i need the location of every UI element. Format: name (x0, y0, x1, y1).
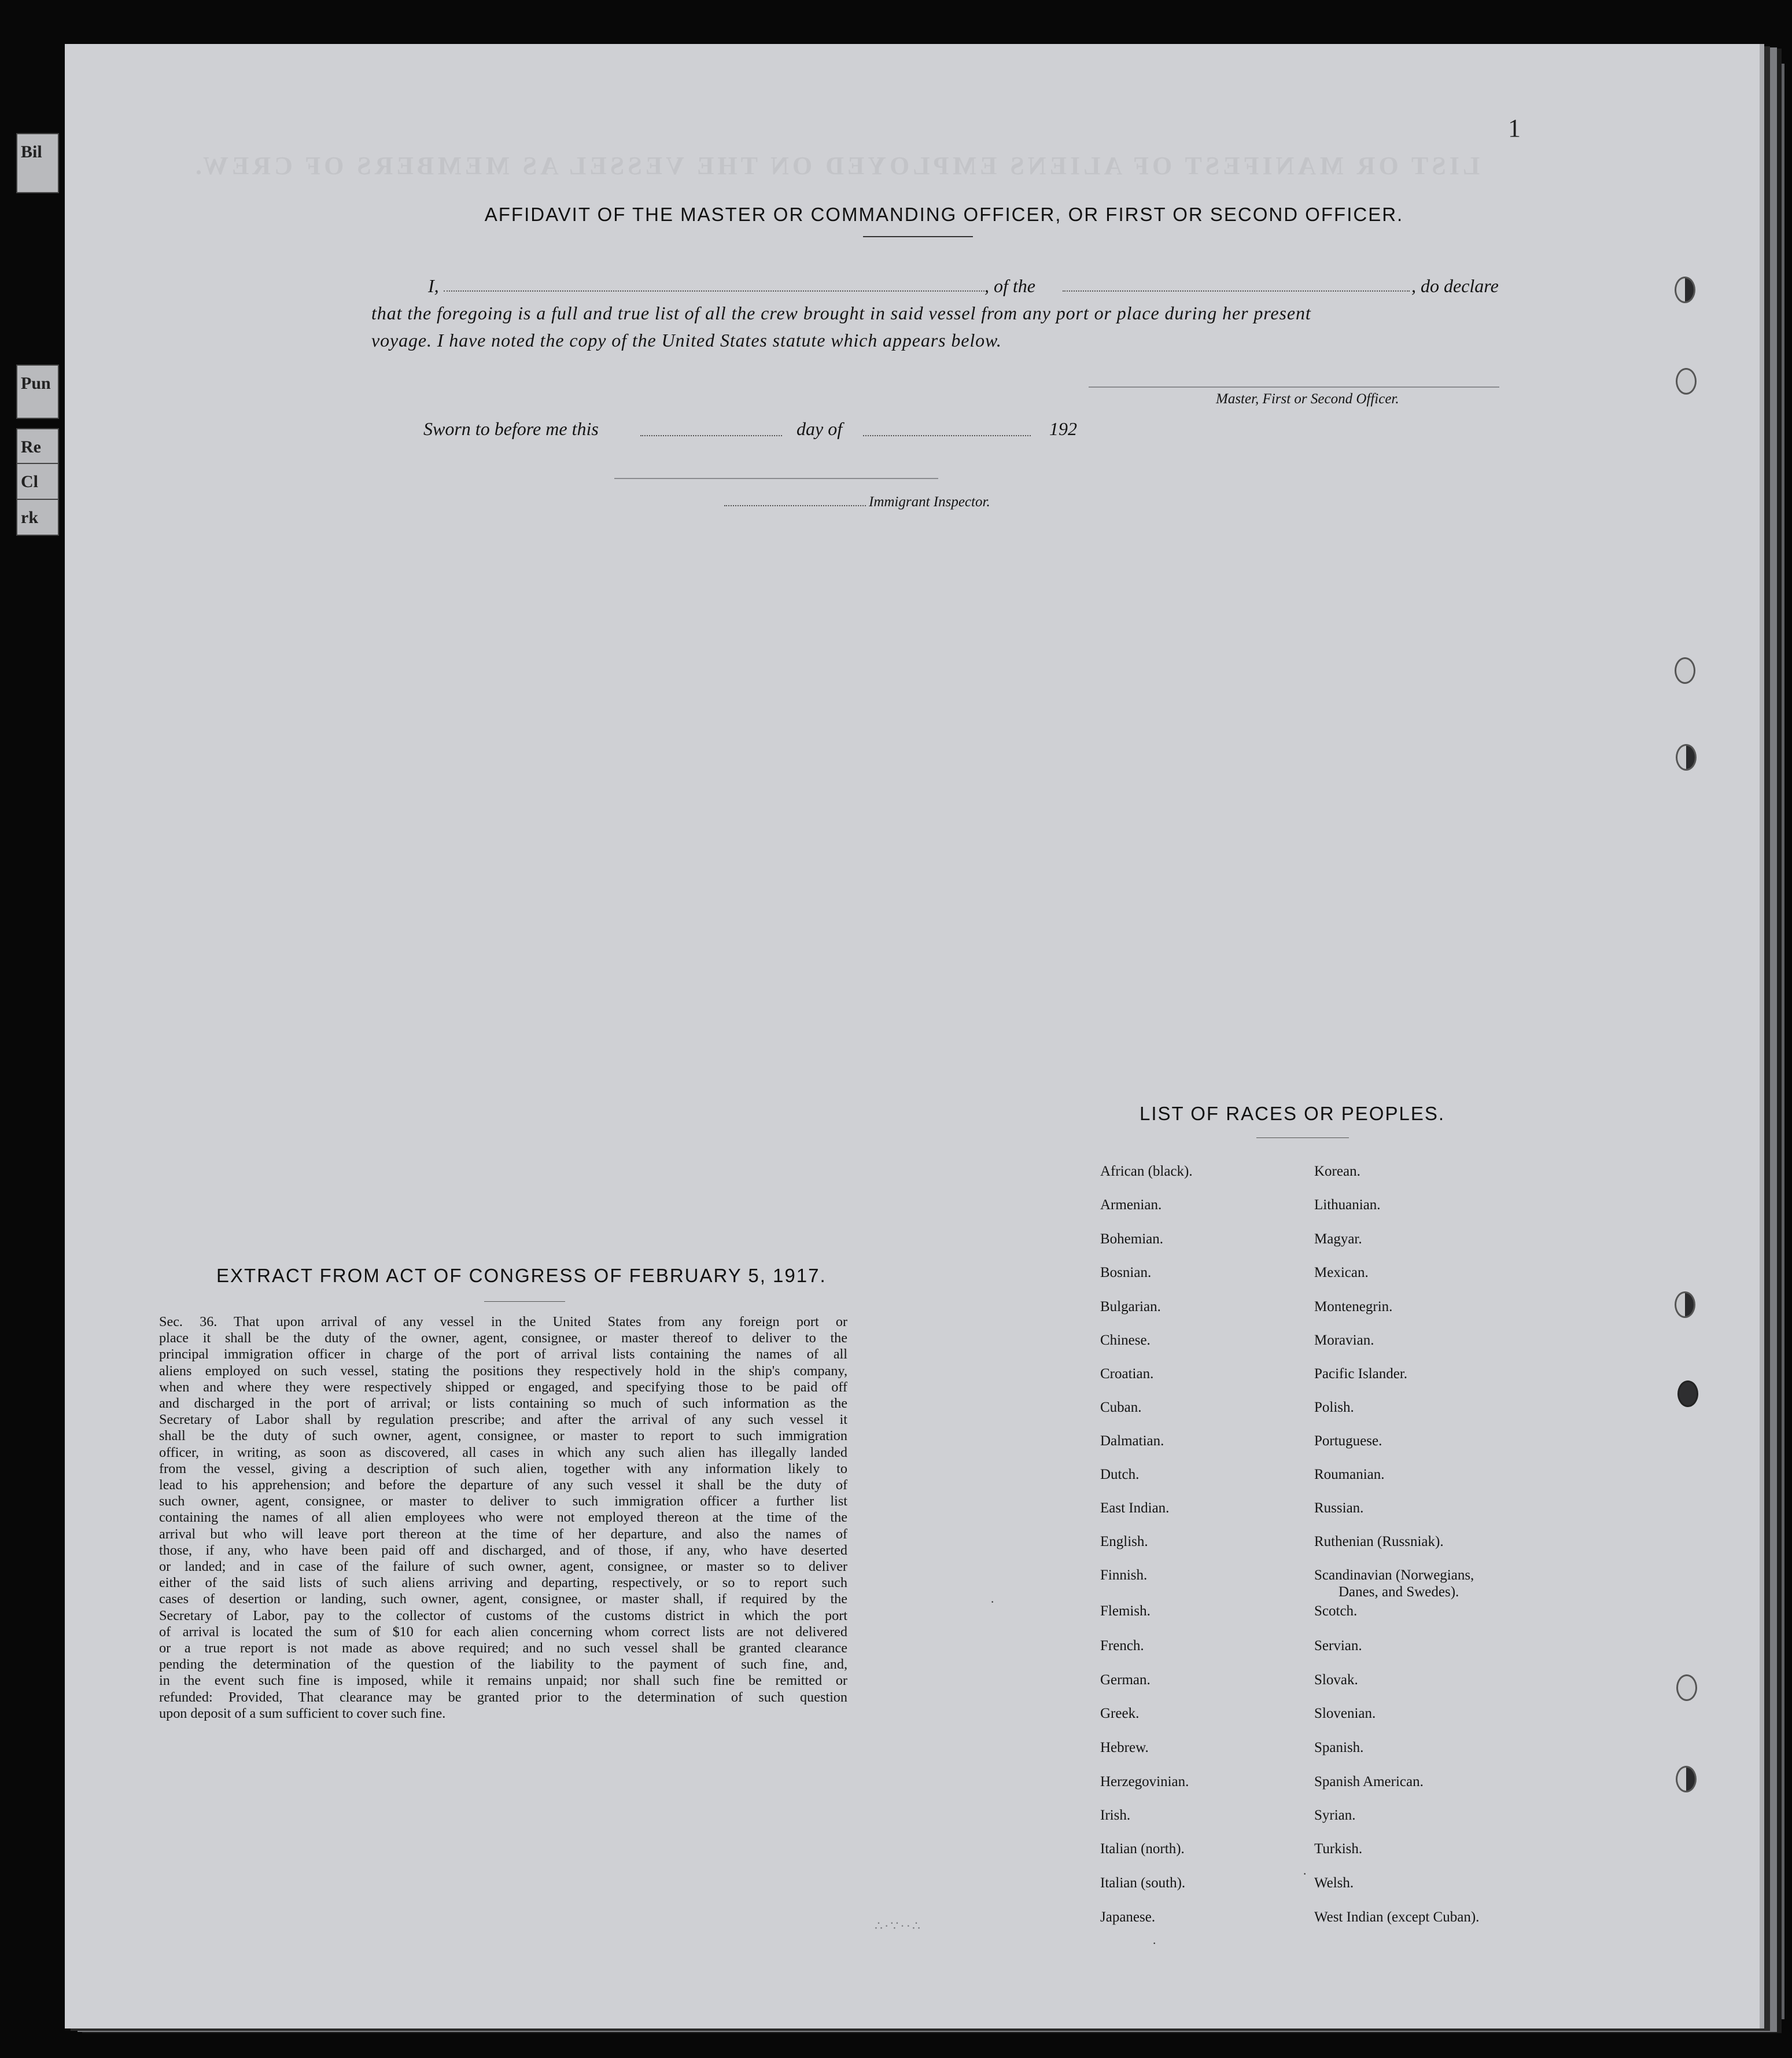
race-item: Portuguese. (1314, 1433, 1382, 1449)
race-item: Spanish. (1314, 1740, 1364, 1755)
race-item: Croatian. (1100, 1366, 1154, 1382)
bleed-through-text: LIST OR MANIFEST OF ALIENS EMPLOYED ON THE VESSEL AS MEMBERS OF CREW. (192, 152, 1480, 180)
punch-hole-icon (1676, 368, 1697, 395)
sworn-prefix: Sworn to before me this (423, 418, 599, 439)
extract-line: from the vessel, giving a description of such alien, together with any information likely to (159, 1460, 847, 1477)
race-item: Mexican. (1314, 1265, 1369, 1280)
punch-hole-icon (1676, 744, 1697, 771)
race-item: Finnish. (1100, 1567, 1148, 1583)
race-item: West Indian (except Cuban). (1314, 1909, 1480, 1925)
race-item: Polish. (1314, 1400, 1354, 1415)
race-item: Italian (north). (1100, 1841, 1185, 1857)
extract-line: or a true report is not made as above required; and no such vessel shall be granted clearance (159, 1640, 847, 1656)
ink-speck-icon: · (990, 1595, 995, 1609)
margin-scrap-3 (16, 428, 59, 465)
race-item: Italian (south). (1100, 1875, 1186, 1891)
extract-line: and discharged in the port of arrival; or lists containing so much of such information as the (159, 1396, 847, 1412)
extract-title-rule (484, 1301, 565, 1302)
race-item: Scandinavian (Norwegians, (1314, 1567, 1474, 1583)
race-item: Danes, and Swedes). (1339, 1584, 1459, 1600)
extract-line: place it shall be the duty of the owner, agent, consignee, or master thereof to deliver to the (159, 1330, 847, 1346)
race-item: Roumanian. (1314, 1467, 1385, 1482)
race-item: Herzegovinian. (1100, 1774, 1189, 1790)
extract-title: EXTRACT FROM ACT OF CONGRESS OF FEBRUARY 5, 1917. (216, 1265, 827, 1286)
race-item: Scotch. (1314, 1603, 1358, 1619)
sworn-month-blank (863, 435, 1031, 436)
race-item: Slovak. (1314, 1672, 1358, 1688)
vessel-blank-line (1063, 290, 1410, 292)
extract-line: those, if any, who have been paid off and discharged, and of those, if any, who have deserted (159, 1542, 847, 1558)
race-item: French. (1100, 1638, 1144, 1654)
race-item: German. (1100, 1672, 1151, 1688)
race-item: Korean. (1314, 1164, 1360, 1179)
punch-hole-icon (1675, 657, 1695, 684)
extract-line: such owner, agent, consignee, or master to deliver to such immigration officer a further list (159, 1493, 847, 1510)
extract-line: officer, in writing, as soon as discovered, all cases in which any such alien has illegally landed (159, 1444, 847, 1460)
race-item: Slovenian. (1314, 1706, 1376, 1721)
affidavit-of-the: , of the (985, 275, 1035, 296)
extract-line: upon deposit of a sum sufficient to cover such fine. (159, 1705, 446, 1721)
races-title-rule (1256, 1137, 1349, 1138)
extract-line: principal immigration officer in charge of the port of arrival lists containing the names of all (159, 1346, 847, 1363)
race-item: Magyar. (1314, 1231, 1362, 1247)
margin-scrap-label: Pun (21, 374, 51, 393)
extract-line: in the event such fine is imposed, while it remains unpaid; nor shall such fine be remitted or (159, 1673, 847, 1689)
sworn-day-of: day of (797, 418, 843, 439)
extract-line: aliens employed on such vessel, stating the positions they respectively hold in the ship's company, (159, 1363, 847, 1379)
race-item: Armenian. (1100, 1197, 1162, 1213)
race-item: Moravian. (1314, 1332, 1374, 1348)
extract-line: refunded: Provided, That clearance may be granted prior to the determination of such question (159, 1689, 847, 1705)
race-item: Greek. (1100, 1706, 1140, 1721)
punch-hole-icon (1675, 277, 1695, 303)
signature-line (1089, 386, 1499, 388)
race-item: Irish. (1100, 1807, 1131, 1823)
races-column-1 (1100, 1164, 1297, 1968)
race-item: Russian. (1314, 1500, 1364, 1516)
extract-line: either of the said lists of such aliens arriving and departing, respectively, or so to report such (159, 1575, 847, 1591)
extract-line: of arrival is located the sum of $10 for each alien concerning whom correct lists are not delivered (159, 1623, 847, 1640)
race-item: Japanese. (1100, 1909, 1156, 1925)
race-item: Pacific Islander. (1314, 1366, 1408, 1382)
inspector-signature-line (614, 478, 938, 479)
race-item: Montenegrin. (1314, 1299, 1393, 1315)
ink-speck-icon: · (1303, 1866, 1307, 1881)
margin-scrap-label: Re (21, 437, 41, 456)
punch-hole-icon (1676, 1766, 1697, 1792)
extract-line: when and where they were respectively shipped or engaged, and specifying those to be paid off (159, 1379, 847, 1395)
document-page (65, 44, 1764, 2028)
race-item: Bosnian. (1100, 1265, 1152, 1280)
race-item: Welsh. (1314, 1875, 1354, 1891)
inspector-dot-line (724, 505, 866, 506)
margin-scrap-label: rk (21, 508, 38, 527)
affidavit-title: AFFIDAVIT OF THE MASTER OR COMMANDING OFFICER, OR FIRST OR SECOND OFFICER. (484, 204, 1404, 225)
name-blank-line (444, 290, 985, 292)
race-item: Dutch. (1100, 1467, 1140, 1482)
punch-hole-icon (1676, 1674, 1697, 1701)
race-item: Bohemian. (1100, 1231, 1164, 1247)
race-item: Spanish American. (1314, 1774, 1424, 1790)
race-item: African (black). (1100, 1164, 1193, 1179)
race-item: East Indian. (1100, 1500, 1170, 1516)
extract-line: or landed; and in case of the failure of such owner, agent, consignee, or master so to deliver (159, 1559, 847, 1575)
ink-speck-icon: · (1152, 1936, 1157, 1950)
inspector-caption: Immigrant Inspector. (869, 494, 990, 510)
margin-scrap-label: Bil (21, 142, 42, 161)
punch-hole-icon (1677, 1380, 1698, 1407)
extract-line: arrival but who will leave port thereon at the time of her departure, and also the names of (159, 1526, 847, 1542)
margin-scrap-5 (16, 499, 59, 536)
affidavit-line-2: that the foregoing is a full and true list of all the crew brought in said vessel from any port or place during her present (371, 303, 1311, 323)
races-title: LIST OF RACES OR PEOPLES. (1140, 1103, 1446, 1124)
extract-line: Sec. 36. That upon arrival of any vessel in the United States from any foreign port or (159, 1314, 847, 1330)
affidavit-declare: , do declare (1411, 275, 1499, 296)
page-number: 1 (1508, 114, 1521, 142)
underlying-sheet-edge (1770, 64, 1784, 2019)
race-item: Dalmatian. (1100, 1433, 1164, 1449)
race-item: Cuban. (1100, 1400, 1142, 1415)
margin-scrap-label: Cl (21, 472, 38, 491)
punch-hole-icon (1675, 1291, 1695, 1318)
affidavit-title-rule (863, 236, 973, 237)
extract-line: containing the names of all alien employees who were not employed thereon at the time of the (159, 1510, 847, 1526)
race-item: Lithuanian. (1314, 1197, 1381, 1213)
affidavit-i: I, (428, 275, 439, 296)
race-item: Flemish. (1100, 1603, 1151, 1619)
race-item: Servian. (1314, 1638, 1362, 1654)
extract-line: cases of desertion or landing, such owner, agent, consignee, or master shall, if required by the (159, 1591, 847, 1607)
race-item: Turkish. (1314, 1841, 1363, 1857)
race-item: Hebrew. (1100, 1740, 1149, 1755)
smudge-icon: ∴·∵··∴ (875, 1919, 922, 1933)
signature-caption: Master, First or Second Officer. (1216, 391, 1399, 407)
race-item: Chinese. (1100, 1332, 1151, 1348)
margin-scrap-4 (16, 463, 59, 500)
race-item: Ruthenian (Russniak). (1314, 1534, 1444, 1549)
margin-scrap-2 (16, 365, 59, 419)
race-item: Syrian. (1314, 1807, 1356, 1823)
sworn-day-blank (640, 435, 782, 436)
margin-scrap-1 (16, 133, 59, 193)
extract-text (159, 1314, 847, 1722)
race-item: Bulgarian. (1100, 1299, 1161, 1315)
extract-line: pending the determination of the question of the liability to the payment of such fine, and, (159, 1656, 847, 1673)
extract-line: lead to his apprehension; and before the departure of any such vessel it shall be the duty of (159, 1477, 847, 1493)
extract-line: shall be the duty of such owner, agent, consignee, or master to report to such immigration (159, 1428, 847, 1444)
race-item: English. (1100, 1534, 1148, 1549)
races-column-2 (1310, 1164, 1553, 1968)
sworn-year: 192 (1049, 418, 1077, 439)
extract-line: Secretary of Labor, pay to the collector of customs of the customs district in which the port (159, 1607, 847, 1623)
affidavit-line-3: voyage. I have noted the copy of the United States statute which appears below. (371, 330, 1002, 351)
extract-line: Secretary of Labor shall by regulation prescribe; and after the arrival of any such vessel it (159, 1412, 847, 1428)
